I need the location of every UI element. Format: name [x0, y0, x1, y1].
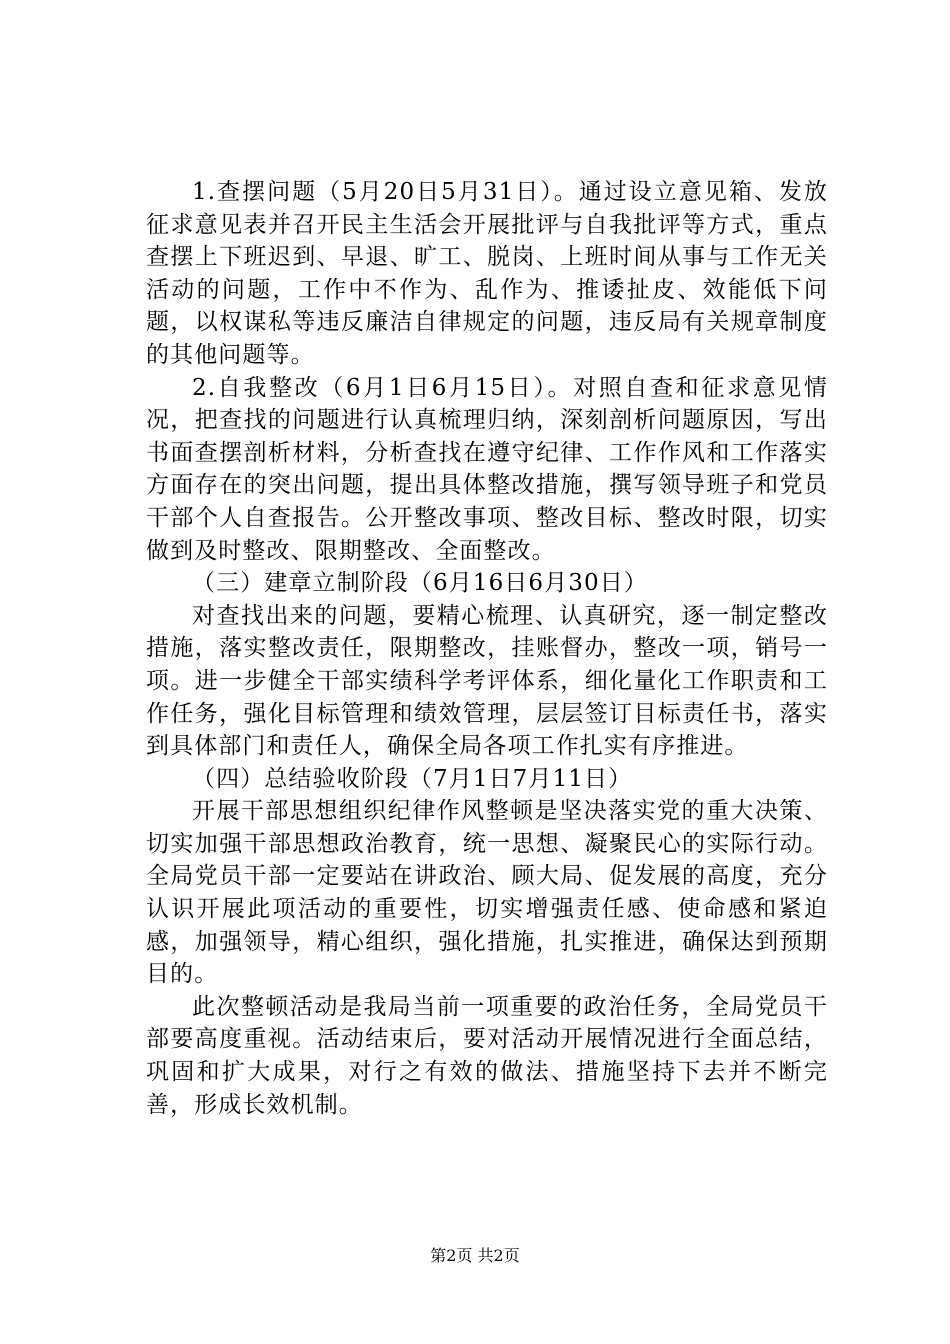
paragraph-self-rectification: 2.自我整改（6月1日6月15日）。对照自查和征求意见情况，把查找的问题进行认真梳理归纳，深刻剖析问题原因，写出书面查摆剖析材料，分析查找在遵守纪律、工作作风和工作落实方面存在的突出问题，提出具体整改措施，撰写领导班子和党员干部个人自查报告。公开整改事项、整改目标、整改时限，切实做到及时整改、限期整改、全面整改。 — [146, 374, 828, 564]
paragraph-conclusion: 此次整顿活动是我局当前一项重要的政治任务，全局党员干部要高度重视。活动结束后，要对活动开展情况进行全面总结，巩固和扩大成果，对行之有效的做法、措施坚持下去并不断完善，形成长效机制。 — [146, 993, 828, 1118]
paragraph-problem-review: 1.查摆问题（5月20日5月31日）。通过设立意见箱、发放征求意见表并召开民主生活会开展批评与自我批评等方式，重点查摆上下班迟到、早退、旷工、脱岗、上班时间从事与工作无关活动的问题，工作中不作为、乱作为、推诿扯皮、效能低下问题，以权谋私等违反廉洁自律规定的问题，违反局有关规章制度的其他问题等。 — [146, 179, 828, 368]
paragraph-summary-stage: 开展干部思想组织纪律作风整顿是坚决落实党的重大决策、切实加强干部思想政治教育，统一思想、凝聚民心的实际行动。全局党员干部一定要站在讲政治、顾大局、促发展的高度，充分认识开展此项活动的重要性，切实增强责任感、使命感和紧迫感，加强领导，精心组织，强化措施，扎实推进，确保达到预期目的。 — [146, 798, 828, 988]
page-number-footer: 第2页 共2页 — [430, 1246, 520, 1265]
section-heading-rules-stage: （三）建章立制阶段（6月16日6月30日） — [192, 570, 648, 597]
paragraph-rules-stage: 对查找出来的问题，要精心梳理、认真研究，逐一制定整改措施，落实整改责任，限期整改，挂账督办，整改一项，销号一项。进一步健全干部实绩科学考评体系，细化量化工作职责和工作任务，强化目标管理和绩效管理，层层签订目标责任书，落实到具体部门和责任人，确保全局各项工作扎实有序推进。 — [146, 602, 828, 760]
section-heading-summary-stage: （四）总结验收阶段（7月1日7月11日） — [192, 765, 633, 792]
document-body — [146, 176, 828, 1121]
